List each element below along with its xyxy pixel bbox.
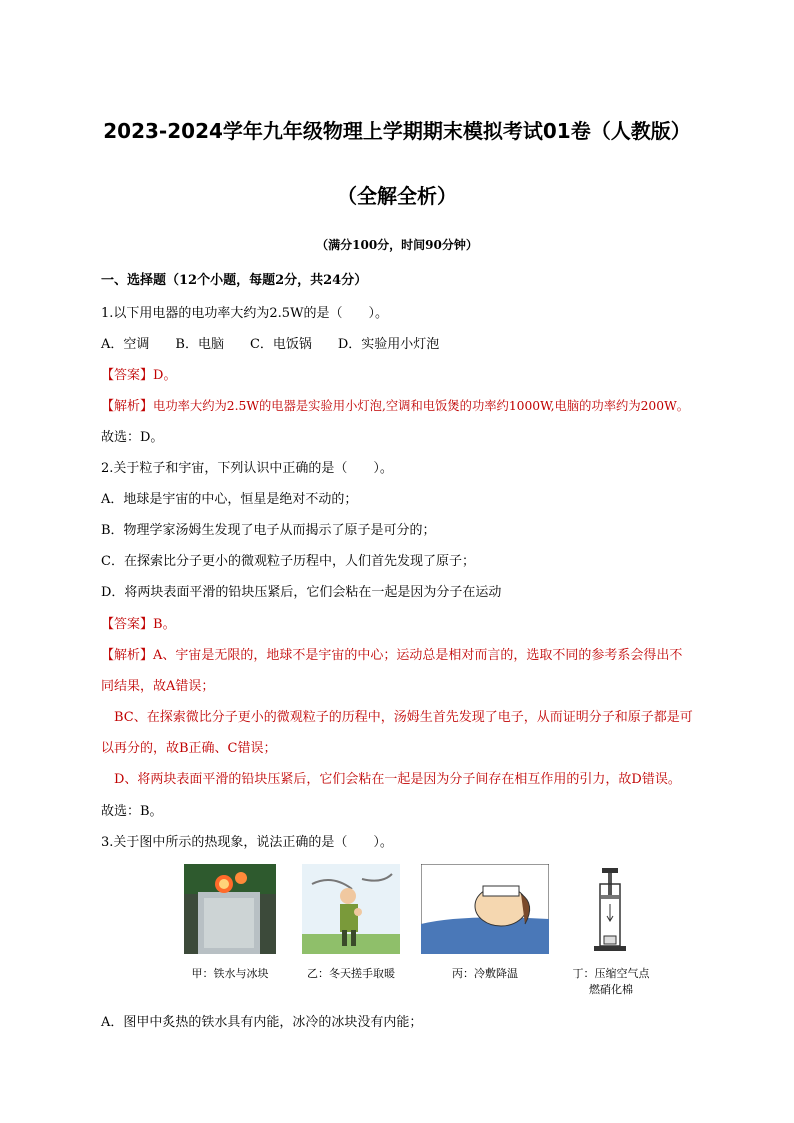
q2-answer — [101, 613, 176, 632]
q1-options: A．空调 B．电脑 C．电饭锅 D．实验用小灯泡 — [101, 337, 440, 352]
q2-option-d: D．将两块表面平滑的铅块压紧后，它们会粘在一起是因为分子在运动 — [101, 585, 502, 600]
q2-stem: 2.关于粒子和宇宙，下列认识中正确的是（ ）。 — [101, 461, 393, 476]
answer-label: 【答案】 — [101, 368, 154, 383]
analysis-label: 【解析】 — [101, 399, 154, 414]
section-heading: 一、选择题（12个小题，每题2分，共24分） — [101, 273, 368, 288]
q1-conclusion: 故选：D。 — [101, 430, 164, 445]
air-compression-tube-image — [590, 864, 630, 954]
document-title: 2023-2024学年九年级物理上学期期末模拟考试01卷（人教版） — [103, 119, 691, 143]
caption-yi: 乙：冬天搓手取暖 — [307, 967, 395, 980]
q2-option-c: C．在探索比分子更小的微观粒子历程中，人们首先发现了原子； — [101, 554, 475, 569]
q1-answer — [101, 364, 176, 383]
caption-ding-1: 丁：压缩空气点 — [572, 967, 650, 980]
q2-analysis-3: D、将两块表面平滑的铅块压紧后，它们会粘在一起是因为分子间存在相互作用的引力，故D错误。 — [114, 772, 681, 787]
answer-value: B。 — [153, 617, 176, 632]
caption-jia: 甲：铁水与冰块 — [191, 967, 269, 980]
q3-option-a: A．图甲中炙热的铁水具有内能，冰冷的冰块没有内能； — [101, 1015, 423, 1030]
q2-option-a: A．地球是宇宙的中心，恒星是绝对不动的； — [101, 492, 358, 507]
q1-analysis — [101, 395, 689, 414]
molten-iron-ice-image — [184, 864, 276, 954]
q2-analysis-2a: BC、在探索微比分子更小的微观粒子的历程中，汤姆生首先发现了电子，从而证明分子和原子都是可 — [114, 710, 693, 725]
q3-stem: 3.关于图中所示的热现象，说法正确的是（ ）。 — [101, 835, 393, 850]
answer-label: 【答案】 — [101, 617, 154, 632]
q1-stem: 1.以下用电器的电功率大约为2.5W的是（ ）。 — [101, 306, 388, 321]
cold-compress-image — [421, 864, 549, 954]
caption-bing: 丙：冷敷降温 — [452, 967, 518, 980]
q2-option-b: B．物理学家汤姆生发现了电子从而揭示了原子是可分的； — [101, 523, 436, 538]
q2-conclusion: 故选：B。 — [101, 804, 163, 819]
document-subtitle: （全解全析） — [337, 184, 457, 208]
analysis-text: A、宇宙是无限的，地球不是宇宙的中心；运动总是相对而言的，选取不同的参考系会得出不 — [153, 648, 683, 663]
rubbing-hands-image — [302, 864, 400, 954]
analysis-label: 【解析】 — [101, 648, 154, 663]
caption-ding-2: 燃硝化棉 — [589, 983, 633, 996]
score-time-note: （满分100分，时间90分钟） — [316, 238, 478, 252]
q2-analysis-1a — [101, 644, 682, 663]
q2-analysis-1b: 同结果，故A错误； — [101, 679, 215, 694]
analysis-text: 电功率大约为2.5W的电器是实验用小灯泡,空调和电饭煲的功率约1000W,电脑的功率约为200W。 — [153, 399, 690, 413]
q2-analysis-2b: 以再分的，故B正确、C错误； — [101, 741, 277, 756]
answer-value: D。 — [153, 368, 177, 383]
